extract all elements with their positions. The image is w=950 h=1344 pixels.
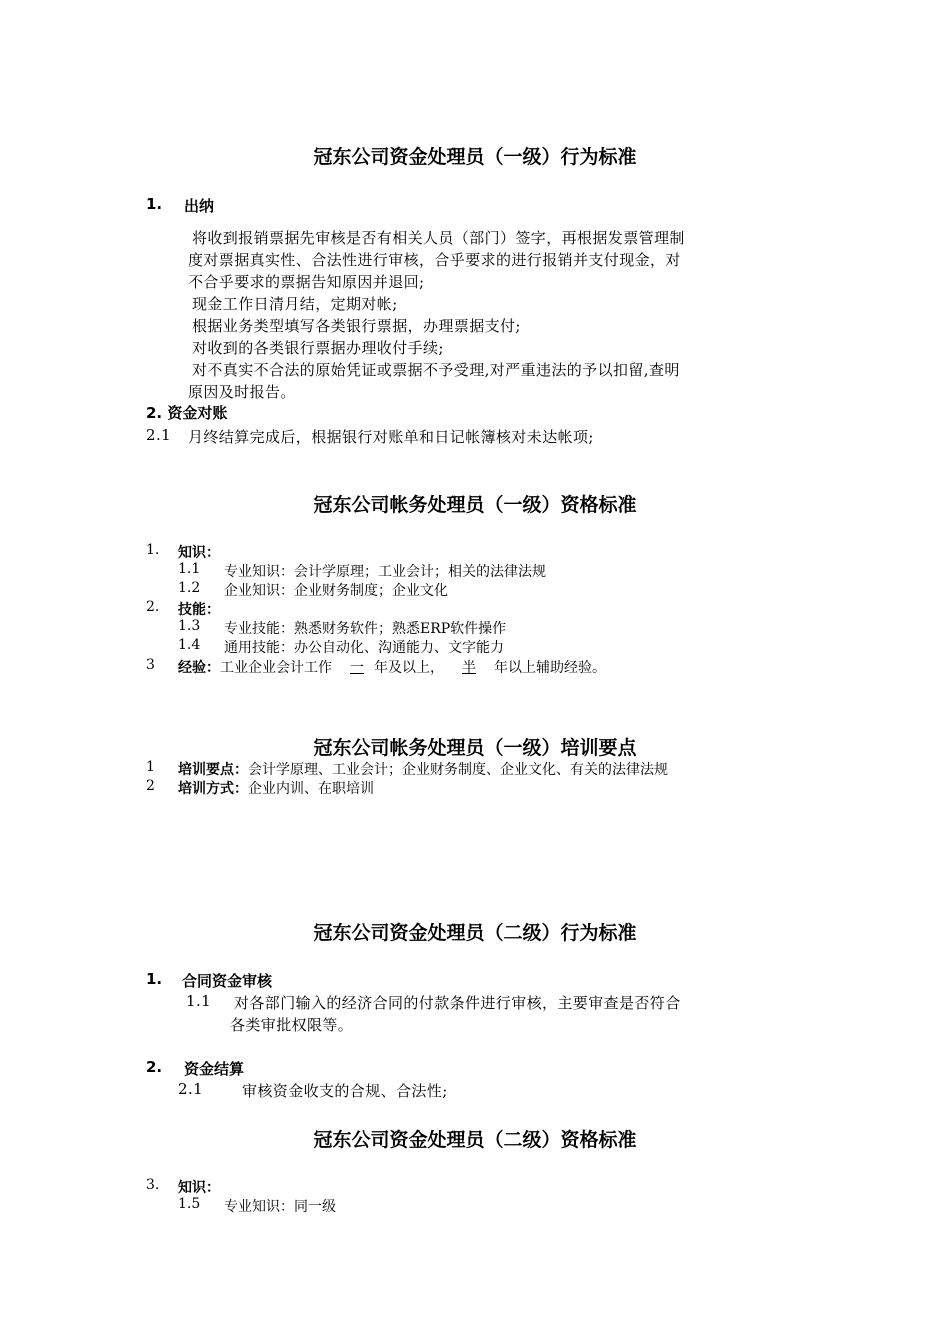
heading-cashier: 出纳 xyxy=(184,197,215,215)
list-number: 3 xyxy=(146,657,155,673)
list-number: 2. xyxy=(146,599,160,615)
heading-settlement: 资金结算 xyxy=(184,1060,245,1078)
label-experience: 经验： xyxy=(178,660,220,676)
item-text: 专业知识：同一级 xyxy=(224,1199,336,1215)
paragraph-line: 将收到报销票据先审核是否有相关人员（部门）签字，再根据发票管理制 xyxy=(192,229,685,247)
item-number: 2.1 xyxy=(178,1080,204,1098)
paragraph-line: 原因及时报告。 xyxy=(188,383,296,401)
training-points-text: 会计学原理、工业会计；企业财务制度、企业文化、有关的法律法规 xyxy=(248,762,668,778)
paragraph-line: 对收到的各类银行票据办理收付手续; xyxy=(192,339,444,357)
item-number: 1.1 xyxy=(178,561,201,577)
heading-number: 1. xyxy=(146,195,163,213)
label-training-method: 培训方式： xyxy=(178,781,248,797)
section-title-fund-level1-behavior: 冠东公司资金处理员（一级）行为标准 xyxy=(313,146,637,168)
item-text: 专业知识：会计学原理；工业会计；相关的法律法规 xyxy=(224,564,546,580)
item-number: 1.4 xyxy=(178,637,201,653)
paragraph-line: 度对票据真实性、合法性进行审核，合乎要求的进行报销并支付现金，对 xyxy=(188,251,681,269)
label-training-points: 培训要点： xyxy=(178,762,248,778)
assist-years-blank: 半 xyxy=(462,660,476,676)
experience-text: 工业企业会计工作 xyxy=(220,660,332,676)
heading-number: 2. xyxy=(146,1058,163,1076)
experience-years-blank: 一 xyxy=(350,660,364,676)
item-text: 审核资金收支的合规、合法性; xyxy=(242,1082,448,1100)
item-number: 1.5 xyxy=(178,1196,201,1212)
section-title-fund-level2-behavior: 冠东公司资金处理员（二级）行为标准 xyxy=(313,922,637,944)
list-number: 1 xyxy=(146,759,155,775)
heading-contract-audit: 合同资金审核 xyxy=(182,972,273,990)
item-text-line: 各类审批权限等。 xyxy=(230,1016,354,1034)
item-number: 1.3 xyxy=(178,618,201,634)
label-knowledge: 知识： xyxy=(178,1180,220,1196)
list-number: 3. xyxy=(146,1177,160,1193)
experience-text: 年以上辅助经验。 xyxy=(494,660,606,676)
item-text: 企业知识：企业财务制度；企业文化 xyxy=(224,583,448,599)
experience-line xyxy=(178,657,606,677)
item-number: 1.2 xyxy=(178,580,201,596)
list-number: 1. xyxy=(146,542,160,558)
training-points-line xyxy=(178,759,668,779)
item-number: 2.1 xyxy=(146,426,172,444)
label-skills: 技能： xyxy=(178,602,220,618)
training-method-text: 企业内训、在职培训 xyxy=(248,781,374,797)
section-title-fund-level2-qualification: 冠东公司资金处理员（二级）资格标准 xyxy=(313,1129,637,1151)
section-title-accounting-level1-training: 冠东公司帐务处理员（一级）培训要点 xyxy=(313,737,637,759)
paragraph-line: 根据业务类型填写各类银行票据，办理票据支付; xyxy=(192,317,521,335)
experience-text: 年及以上， xyxy=(374,660,444,676)
heading-number: 1. xyxy=(146,970,163,988)
item-text-line: 对各部门输入的经济合同的付款条件进行审核，主要审查是否符合 xyxy=(234,994,681,1012)
training-method-line xyxy=(178,778,374,798)
list-number: 2 xyxy=(146,778,155,794)
heading-reconciliation: 2. 资金对账 xyxy=(146,404,228,422)
paragraph-line: 现金工作日清月结，定期对帐; xyxy=(192,295,398,313)
label-knowledge: 知识： xyxy=(178,545,220,561)
paragraph-line: 不合乎要求的票据告知原因并退回; xyxy=(188,273,425,291)
item-text: 通用技能：办公自动化、沟通能力、文字能力 xyxy=(224,640,504,656)
section-title-accounting-level1-qualification: 冠东公司帐务处理员（一级）资格标准 xyxy=(313,494,637,516)
item-number: 1.1 xyxy=(186,992,212,1010)
item-text: 月终结算完成后，根据银行对账单和日记帐簿核对未达帐项; xyxy=(188,428,594,446)
paragraph-line: 对不真实不合法的原始凭证或票据不予受理,对严重违法的予以扣留,查明 xyxy=(192,361,680,379)
item-text: 专业技能：熟悉财务软件；熟悉ERP软件操作 xyxy=(224,621,507,637)
